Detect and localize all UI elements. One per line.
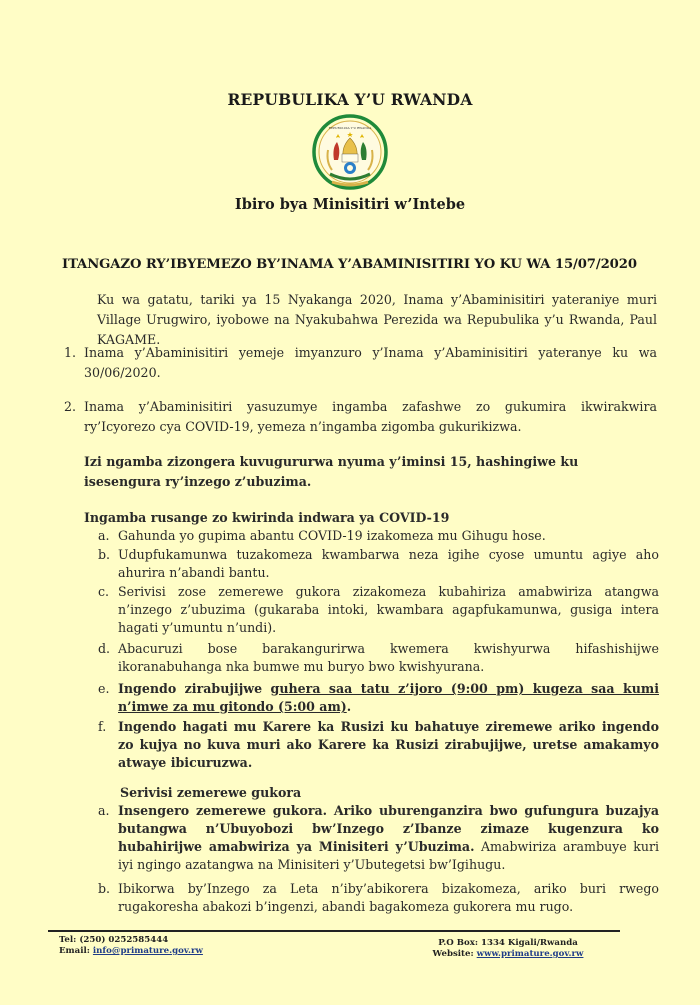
tel-number: (250) 0252585444: [79, 935, 169, 945]
website-link[interactable]: www.primature.gov.rw: [476, 949, 584, 959]
curfew-text: Ingendo zirabujijwe: [118, 681, 271, 696]
section-heading-general-measures: Ingamba rusange zo kwirinda indwara ya COVID-19: [84, 510, 450, 525]
list-item-curfew: [118, 680, 659, 716]
list-item: Serivisi zose zemerewe gukora zizakomeza kubahiriza amabwiriza atangwa n’inzego z’ubuzima (gukaraba intoki, kwambara agapfukamunwa, gusiga intera hagati y’umuntu n’undi).: [118, 584, 659, 635]
po-box: P.O Box: 1334 Kigali/Rwanda: [438, 938, 578, 948]
list-item: Gahunda yo gupima abantu COVID-19 izakomeza mu Gihugu hose.: [118, 528, 546, 543]
list-letter: c.: [98, 584, 110, 599]
list-letter: d.: [98, 641, 111, 656]
footer-contact: [59, 935, 203, 957]
list-number: 1.: [64, 345, 77, 360]
footer-address: [418, 938, 598, 960]
list-number: 2.: [64, 399, 77, 414]
footer-divider: [48, 930, 620, 932]
section-heading-permitted-services: Serivisi zemerewe gukora: [120, 785, 302, 800]
curfew-end: .: [346, 699, 352, 714]
list-item: Ibikorwa by’Inzego za Leta n’iby’abikorera bizakomeza, ariko buri rwego rugakoresha abakozi b’ingenzi, abandi bagakomeza gukorera mu rugo.: [118, 881, 659, 914]
office-title: Ibiro bya Minisitiri w’Intebe: [234, 196, 466, 213]
list-letter: f.: [98, 719, 107, 734]
churches-text: Amabwiriza arambuye kuri iyi ngingo azatangwa na Minisiteri y’Ubutegetsi bw’Igihugu.: [118, 839, 660, 872]
intro-paragraph: Ku wa gatatu, tariki ya 15 Nyakanga 2020, Inama y’Abaminisitiri yateraniye muri Village Urugwiro, iyobowe na Nyakubahwa Perezida wa Repubulika y’u Rwanda, Paul KAGAME.: [97, 292, 657, 347]
svg-text:REPUBULIKA Y'U RWANDA: REPUBULIKA Y'U RWANDA: [328, 126, 372, 130]
country-title: REPUBULIKA Y’U RWANDA: [227, 90, 473, 109]
curfew-hours: guhera saa tatu z’ijoro (9:00 pm) kugeza saa kumi n’imwe za mu gitondo (5:00 am): [118, 681, 659, 714]
list-item: Udupfukamunwa tuzakomeza kwambarwa neza igihe cyose umuntu agiye aho ahurira n’abandi bantu.: [118, 547, 659, 580]
email-label: Email:: [59, 946, 90, 956]
email-link[interactable]: info@primature.gov.rw: [92, 946, 203, 956]
coat-of-arms-emblem: [310, 112, 390, 194]
document-title: ITANGAZO RY’IBYEMEZO BY’INAMA Y’ABAMINISITIRI YO KU WA 15/07/2020: [62, 257, 637, 272]
list-letter: e.: [98, 681, 110, 696]
tel-label: Tel:: [59, 935, 77, 945]
list-item-churches: [118, 802, 659, 874]
list-letter: a.: [98, 528, 110, 543]
list-letter: b.: [98, 547, 111, 562]
review-note: Izi ngamba zizongera kuvugururwa nyuma y’iminsi 15, hashingiwe ku isesengura ry’inzego z’ubuzima.: [84, 454, 579, 489]
numbered-item: Inama y’Abaminisitiri yasuzumye ingamba zafashwe zo gukumira ikwirakwira ry’Icyorezo cya COVID-19, yemeza n’ingamba zigomba gukurikizwa.: [84, 399, 657, 434]
list-item: Abacuruzi bose barakangurirwa kwemera kwishyurwa hifashishijwe ikoranabuhanga nka bumwe mu buryo bwo kwishyurana.: [118, 641, 659, 674]
list-item: Ingendo hagati mu Karere ka Rusizi ku bahatuye ziremewe ariko ingendo zo kujya no kuva muri ako Karere ka Rusizi zirabujijwe, uretse amakamyo atwaye ibicuruzwa.: [118, 719, 659, 770]
numbered-item: Inama y’Abaminisitiri yemeje imyanzuro y’Inama y’Abaminisitiri yateranye ku wa 30/06/2020.: [84, 345, 657, 380]
list-letter: b.: [98, 881, 111, 896]
churches-bold-text: Insengero zemerewe gukora. Ariko uburenganzira bwo gufungura buzajya butangwa n’Ubuyobozi bw’Inzego z’Ibanze zimaze kugenzura ko hubahirijwe amabwiriza ya Minisiteri y’Ubuzima.: [118, 803, 659, 854]
list-letter: a.: [98, 803, 110, 818]
website-label: Website:: [432, 949, 474, 959]
